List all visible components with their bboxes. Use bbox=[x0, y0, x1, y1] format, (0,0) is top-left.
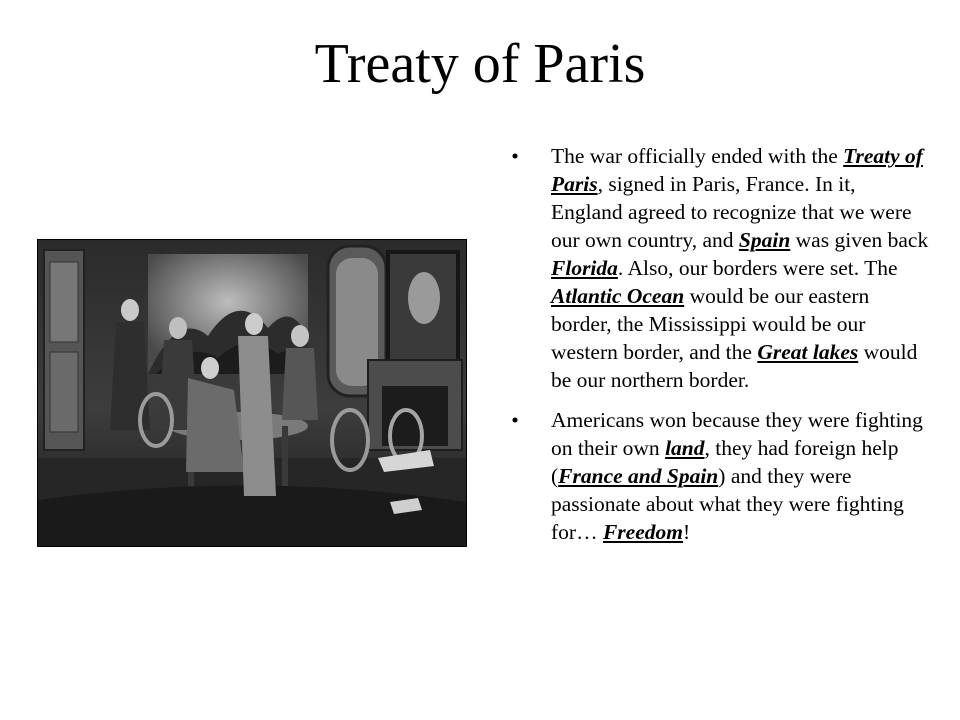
slide-title: Treaty of Paris bbox=[314, 33, 646, 95]
segment: Americans won because they were fighting on their own bbox=[551, 408, 923, 460]
segment: , signed in Paris, France. In it, England agreed to recognize that we were our own country, and bbox=[551, 172, 912, 252]
emphasis-france-and-spain: France and Spain bbox=[558, 464, 719, 488]
segment: would be our eastern border, the Mississippi would be our western border, and the bbox=[551, 284, 870, 364]
segment: ! bbox=[682, 520, 691, 544]
bullet-2-text bbox=[551, 408, 923, 544]
emphasis-freedom: Freedom bbox=[602, 520, 683, 544]
body-text bbox=[505, 142, 930, 558]
segment: ) and they were passionate about what they were fighting for… bbox=[551, 464, 904, 544]
segment: The war officially ended with the bbox=[551, 144, 844, 168]
emphasis-treaty-of-paris: Treaty of Paris bbox=[551, 144, 923, 196]
segment: , they had foreign help ( bbox=[551, 436, 899, 488]
emphasis-great-lakes: Great lakes bbox=[757, 340, 859, 364]
emphasis-spain: Spain bbox=[738, 228, 791, 252]
emphasis-florida: Florida bbox=[551, 256, 618, 280]
bullet-item-1 bbox=[505, 142, 930, 394]
bullet-marker: • bbox=[511, 144, 519, 168]
emphasis-atlantic-ocean: Atlantic Ocean bbox=[551, 284, 685, 308]
engraving-illustration bbox=[38, 240, 466, 546]
segment: . Also, our borders were set. The bbox=[617, 256, 898, 280]
bullet-marker: • bbox=[511, 408, 519, 432]
bullet-1-text bbox=[551, 144, 928, 392]
segment: would be our northern border. bbox=[551, 340, 918, 392]
treaty-signing-image bbox=[38, 240, 466, 546]
segment: was given back bbox=[790, 228, 929, 252]
emphasis-land: land bbox=[665, 436, 705, 460]
bullet-item-2 bbox=[505, 406, 930, 546]
